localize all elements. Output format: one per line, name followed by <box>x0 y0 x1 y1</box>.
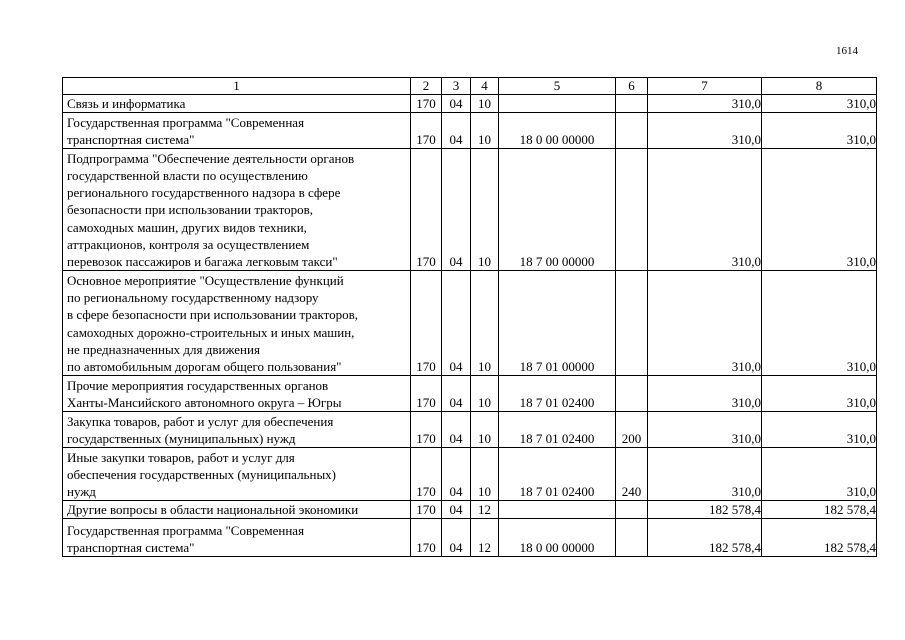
code-subsection: 10 <box>471 95 499 113</box>
code-admin: 170 <box>411 271 442 376</box>
column-header-2: 2 <box>411 78 442 95</box>
code-section: 04 <box>442 376 471 412</box>
amount-col8: 310,0 <box>762 113 877 149</box>
code-section: 04 <box>442 271 471 376</box>
row-name: Закупка товаров, работ и услуг для обеспечения государственных (муниципальных) нужд <box>63 412 411 448</box>
code-target <box>499 95 616 113</box>
code-expense-type <box>616 95 648 113</box>
column-header-1: 1 <box>63 78 411 95</box>
code-section: 04 <box>442 95 471 113</box>
row-name: Подпрограмма "Обеспечение деятельности органов государственной власти по осуществлению регионального государственного надзора в сфере безопасности при использовании тракторов, самоходных машин, других видов техники, аттракционов, контроля за осуществлением перевозок пассажиров и багажа легковым такси" <box>63 149 411 271</box>
code-section: 04 <box>442 501 471 519</box>
code-subsection: 10 <box>471 412 499 448</box>
row-name: Прочие мероприятия государственных органов Ханты-Мансийского автономного округа – Югры <box>63 376 411 412</box>
code-expense-type <box>616 501 648 519</box>
column-header-7: 7 <box>648 78 762 95</box>
page-number: 1614 <box>836 45 858 57</box>
table-row <box>63 412 877 448</box>
code-target: 18 0 00 00000 <box>499 113 616 149</box>
code-admin: 170 <box>411 149 442 271</box>
amount-col8: 310,0 <box>762 149 877 271</box>
row-name: Основное мероприятие "Осуществление функций по региональному государственному надзору в сфере безопасности при использовании тракторов, самоходных дорожно-строительных и иных машин, не предназначенных для движения по автомобильным дорогам общего пользования" <box>63 271 411 376</box>
code-subsection: 12 <box>471 519 499 557</box>
column-header-5: 5 <box>499 78 616 95</box>
code-target: 18 0 00 00000 <box>499 519 616 557</box>
code-admin: 170 <box>411 113 442 149</box>
code-expense-type <box>616 149 648 271</box>
code-expense-type <box>616 113 648 149</box>
amount-col7: 310,0 <box>648 271 762 376</box>
amount-col7: 310,0 <box>648 412 762 448</box>
column-header-8: 8 <box>762 78 877 95</box>
code-subsection: 12 <box>471 501 499 519</box>
code-section: 04 <box>442 113 471 149</box>
code-admin: 170 <box>411 448 442 501</box>
row-name: Государственная программа "Современная транспортная система" <box>63 519 411 557</box>
code-admin: 170 <box>411 519 442 557</box>
row-name: Иные закупки товаров, работ и услуг для обеспечения государственных (муниципальных) нужд <box>63 448 411 501</box>
code-section: 04 <box>442 412 471 448</box>
table-row <box>63 95 877 113</box>
code-expense-type: 240 <box>616 448 648 501</box>
row-name: Другие вопросы в области национальной экономики <box>63 501 411 519</box>
table-row <box>63 519 877 557</box>
code-section: 04 <box>442 448 471 501</box>
code-expense-type: 200 <box>616 412 648 448</box>
code-subsection: 10 <box>471 271 499 376</box>
code-target: 18 7 01 02400 <box>499 376 616 412</box>
amount-col7: 182 578,4 <box>648 501 762 519</box>
code-expense-type <box>616 519 648 557</box>
code-target: 18 7 01 02400 <box>499 448 616 501</box>
row-name: Связь и информатика <box>63 95 411 113</box>
row-name: Государственная программа "Современная транспортная система" <box>63 113 411 149</box>
table-row <box>63 113 877 149</box>
amount-col8: 310,0 <box>762 376 877 412</box>
code-admin: 170 <box>411 95 442 113</box>
table-row <box>63 501 877 519</box>
table-row <box>63 149 877 271</box>
code-subsection: 10 <box>471 376 499 412</box>
table-row <box>63 376 877 412</box>
amount-col7: 310,0 <box>648 149 762 271</box>
budget-table <box>62 77 877 557</box>
amount-col7: 310,0 <box>648 448 762 501</box>
code-target: 18 7 01 00000 <box>499 271 616 376</box>
amount-col8: 310,0 <box>762 448 877 501</box>
code-target <box>499 501 616 519</box>
table-row <box>63 448 877 501</box>
header-row <box>63 78 877 95</box>
column-header-4: 4 <box>471 78 499 95</box>
code-target: 18 7 01 02400 <box>499 412 616 448</box>
code-subsection: 10 <box>471 448 499 501</box>
code-subsection: 10 <box>471 113 499 149</box>
code-expense-type <box>616 271 648 376</box>
code-section: 04 <box>442 149 471 271</box>
code-admin: 170 <box>411 501 442 519</box>
code-admin: 170 <box>411 412 442 448</box>
table-row <box>63 271 877 376</box>
code-subsection: 10 <box>471 149 499 271</box>
amount-col8: 310,0 <box>762 95 877 113</box>
amount-col8: 310,0 <box>762 412 877 448</box>
column-header-3: 3 <box>442 78 471 95</box>
code-target: 18 7 00 00000 <box>499 149 616 271</box>
amount-col7: 310,0 <box>648 376 762 412</box>
code-expense-type <box>616 376 648 412</box>
column-header-6: 6 <box>616 78 648 95</box>
amount-col7: 310,0 <box>648 113 762 149</box>
amount-col8: 310,0 <box>762 271 877 376</box>
code-section: 04 <box>442 519 471 557</box>
code-admin: 170 <box>411 376 442 412</box>
amount-col8: 182 578,4 <box>762 501 877 519</box>
amount-col7: 310,0 <box>648 95 762 113</box>
amount-col7: 182 578,4 <box>648 519 762 557</box>
amount-col8: 182 578,4 <box>762 519 877 557</box>
